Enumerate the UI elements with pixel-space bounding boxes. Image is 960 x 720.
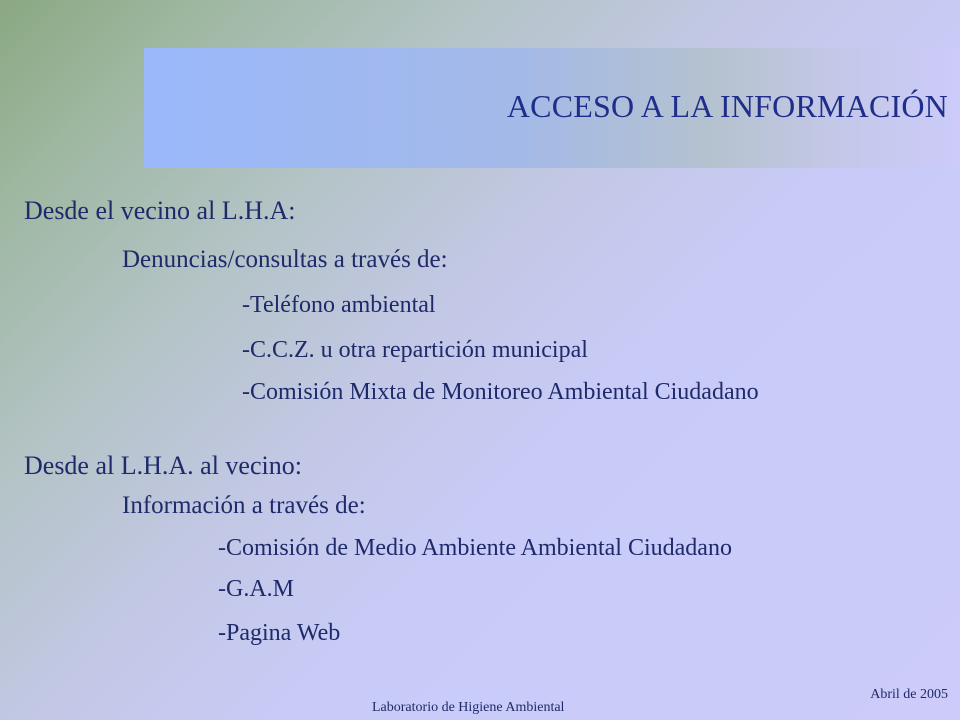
section1-item-comision-mixta: -Comisión Mixta de Monitoreo Ambiental Ciudadano <box>242 379 759 405</box>
section1-subheading: Denuncias/consultas a través de: <box>122 246 448 273</box>
section1-item-phone: -Teléfono ambiental <box>242 292 436 318</box>
section2-item-pagina-web: -Pagina Web <box>218 620 341 646</box>
section1-heading: Desde el vecino al L.H.A: <box>24 196 296 225</box>
section2-item-gam: -G.A.M <box>218 576 294 602</box>
section2-heading: Desde al L.H.A. al vecino: <box>24 451 302 480</box>
section2-subheading: Información a través de: <box>122 492 366 519</box>
section1-item-ccz: -C.C.Z. u otra repartición municipal <box>242 337 588 363</box>
footer-date: Abril de 2005 <box>870 687 948 702</box>
section2-item-comision-medio-ambiente: -Comisión de Medio Ambiente Ambiental Ciudadano <box>218 535 732 561</box>
footer-organization: Laboratorio de Higiene Ambiental <box>372 700 565 715</box>
slide-title: ACCESO A LA INFORMACIÓN <box>506 88 948 124</box>
